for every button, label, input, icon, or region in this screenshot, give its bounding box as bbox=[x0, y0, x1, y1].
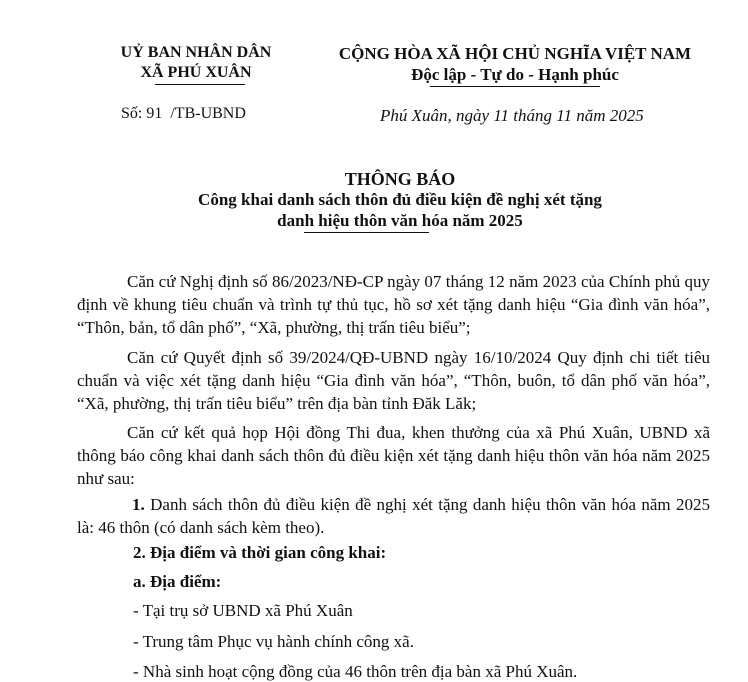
notice-title: THÔNG BÁO bbox=[344, 169, 456, 189]
item-2-number: 2 bbox=[133, 543, 142, 562]
document-number bbox=[121, 105, 246, 123]
location-bullet-1: - Tại trụ sở UBND xã Phú Xuân bbox=[133, 601, 353, 620]
number-value: 91 bbox=[146, 105, 163, 122]
national-motto: Độc lập - Tự do - Hạnh phúc bbox=[411, 65, 619, 84]
item-1-number: 1. bbox=[132, 495, 145, 514]
nation-title: CỘNG HÒA XÃ HỘI CHỦ NGHĨA VIỆT NAM bbox=[338, 44, 692, 63]
number-label: Số: bbox=[121, 105, 143, 122]
item-1-text: Danh sách thôn đủ điều kiện đề nghị xét tặng danh hiệu thôn văn hóa năm 2025 là: 46 thôn (có danh sách kèm theo). bbox=[77, 495, 710, 537]
agency-underline bbox=[155, 84, 245, 85]
paragraph-council-result: Căn cứ kết quả họp Hội đồng Thi đua, khen thưởng của xã Phú Xuân, UBND xã thông báo công khai danh sách thôn đủ điều kiện xét tặng danh hiệu thôn văn hóa năm 2025 như sau: bbox=[77, 423, 710, 488]
item-2-text: . Địa điểm và thời gian công khai: bbox=[141, 543, 387, 562]
title-underline bbox=[304, 232, 429, 233]
item-1 bbox=[77, 493, 710, 539]
location-bullet-2: - Trung tâm Phục vụ hành chính công xã. bbox=[133, 632, 414, 651]
commune-name: XÃ PHÚ XUÂN bbox=[140, 64, 252, 81]
place-date: Phú Xuân, ngày 11 tháng 11 năm 2025 bbox=[380, 106, 644, 125]
item-2a-heading: a. Địa điểm: bbox=[133, 572, 222, 591]
motto-underline bbox=[430, 86, 600, 87]
paragraph-legal-basis-1: Căn cứ Nghị định số 86/2023/NĐ-CP ngày 07 tháng 12 năm 2023 của Chính phủ quy định về khung tiêu chuẩn và trình tự thủ tục, hồ sơ xét tặng danh hiệu “Gia đình văn hóa”, “Thôn, bản, tổ dân phố”, “Xã, phường, thị trấn tiêu biểu”; bbox=[77, 272, 710, 337]
number-suffix: /TB-UBND bbox=[170, 105, 246, 122]
paragraph-legal-basis-2: Căn cứ Quyết định số 39/2024/QĐ-UBND ngày 16/10/2024 Quy định chi tiết tiêu chuẩn và việc xét tặng danh hiệu “Gia đình văn hóa”, “Thôn, buôn, tổ dân phố văn hóa”, “Xã, phường, thị trấn tiêu biểu” trên địa bàn tỉnh Đăk Lăk; bbox=[77, 348, 710, 413]
notice-subtitle-line2: danh hiệu thôn văn hóa năm 2025 bbox=[277, 211, 523, 230]
notice-subtitle-line1: Công khai danh sách thôn đủ điều kiện đề nghị xét tặng bbox=[198, 190, 602, 209]
location-bullet-3: - Nhà sinh hoạt cộng đồng của 46 thôn trên địa bàn xã Phú Xuân. bbox=[133, 662, 578, 681]
agency-name: UỶ BAN NHÂN DÂN bbox=[120, 44, 272, 61]
item-2-heading bbox=[133, 543, 386, 563]
